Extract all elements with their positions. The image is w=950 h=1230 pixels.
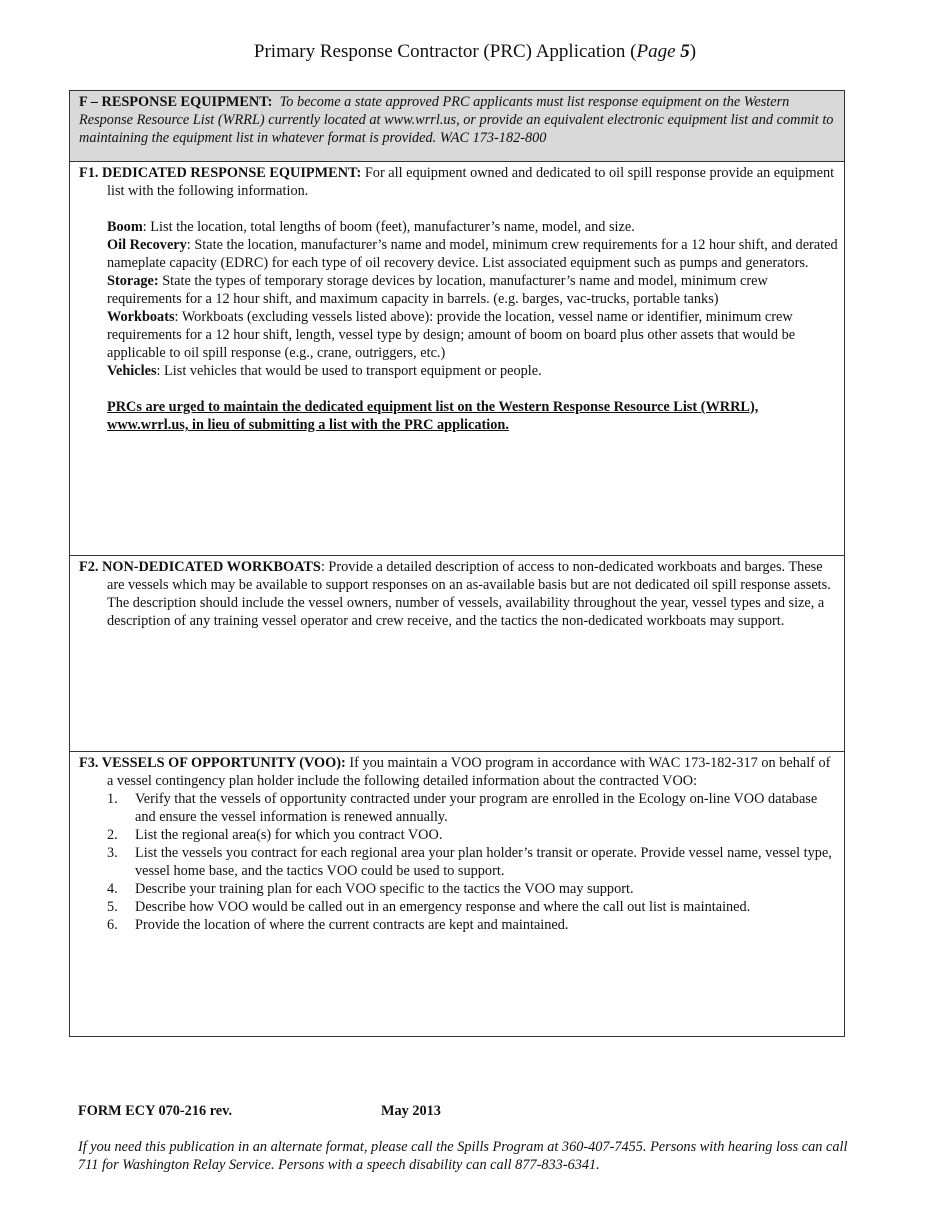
section-f-paragraph xyxy=(79,93,836,147)
f1-item-workboats xyxy=(79,308,838,362)
f1-item-label: Workboats xyxy=(107,309,175,325)
f1-item-label: Boom xyxy=(107,219,143,235)
accessibility-notice: If you need this publication in an alternate format, please call the Spills Program at 360-407-7455. Persons with hearing loss can call 711 for Washington Relay Service. Persons with a speech disability can call 877-833-6341. xyxy=(78,1139,848,1173)
f1-item-oil-recovery xyxy=(79,236,838,272)
list-item xyxy=(79,790,838,826)
list-item-text: Provide the location of where the current contracts are kept and maintained. xyxy=(135,917,569,933)
page-title-page-word: Page xyxy=(636,41,676,62)
f3-intro xyxy=(79,754,838,790)
f1-item-storage xyxy=(79,272,838,308)
f1-item-text: : State the location, manufacturer’s name and model, minimum crew requirements for a 12 hour shift, and derated nameplate capacity (EDRC) for each type of oil recovery device. List associated equipment such as pumps and generators. xyxy=(107,237,838,271)
form-number: FORM ECY 070-216 rev. xyxy=(78,1103,233,1119)
f3-intro-text: If you maintain a VOO program in accordance with WAC 173-182-317 on behalf of a vessel contingency plan holder include the following detailed information about the contracted VOO: xyxy=(107,755,831,789)
f1-item-label: Storage: xyxy=(107,273,159,289)
page-title xyxy=(0,40,950,64)
list-item-number: 5. xyxy=(107,899,118,915)
list-item-number: 3. xyxy=(107,845,118,861)
section-vessels-of-opportunity[interactable] xyxy=(70,752,844,1036)
list-item-number: 4. xyxy=(107,881,118,897)
section-non-dedicated-workboats[interactable] xyxy=(70,556,844,752)
list-item xyxy=(79,916,838,934)
list-item xyxy=(79,898,838,916)
f2-text: : Provide a detailed description of access to non-dedicated workboats and barges. These are vessels which may be available to support responses on an as-available basis but are not dedicated oil spill response assets. The description should include the vessel owners, number of vessels, availability throughout the year, vessel types and size, a description of any training vessel operator and crew receive, and the tactics the non-dedicated workboats may support. xyxy=(107,559,831,629)
f1-wrrl-notice: PRCs are urged to maintain the dedicated equipment list on the Western Response Resource List (WRRL), www.wrrl.us, in lieu of submitting a list with the PRC application. xyxy=(107,399,759,433)
application-form xyxy=(69,90,845,1037)
list-item-number: 2. xyxy=(107,827,118,843)
f1-item-vehicles xyxy=(79,362,838,380)
f1-heading: F1. DEDICATED RESPONSE EQUIPMENT: xyxy=(79,165,362,181)
f1-item-text: : Workboats (excluding vessels listed above): provide the location, vessel name or identifier, minimum crew requirements for a 12 hour shift, length, vessel type by design; amount of boom on board plus other assets that would be applicable to oil spill response (e.g., crane, outriggers, etc.) xyxy=(107,309,796,361)
list-item-text: Verify that the vessels of opportunity contracted under your program are enrolled in the Ecology on-line VOO database and ensure the vessel information is renewed annually. xyxy=(135,791,818,825)
list-item-text: Describe your training plan for each VOO specific to the tactics the VOO may support. xyxy=(135,881,634,897)
f3-heading: F3. VESSELS OF OPPORTUNITY (VOO): xyxy=(79,755,346,771)
section-f-text: To become a state approved PRC applicants must list response equipment on the Western Response Resource List (WRRL) currently located at www.wrrl.us, or provide an equivalent electronic equipment list and commit to maintaining the equipment list in whatever format is provided. WAC 173-182-800 xyxy=(79,94,834,146)
list-item-text: Describe how VOO would be called out in an emergency response and where the call out list is maintained. xyxy=(135,899,751,915)
section-f-heading: F – RESPONSE EQUIPMENT: xyxy=(79,94,273,110)
list-item-text: List the vessels you contract for each regional area your plan holder’s transit or operate. Provide vessel name, vessel type, vessel home base, and the tactics VOO could be used to support. xyxy=(135,845,832,879)
f1-item-label: Vehicles xyxy=(107,363,157,379)
f1-item-boom xyxy=(79,218,838,236)
page-title-close: ) xyxy=(689,41,697,62)
f1-intro-text: For all equipment owned and dedicated to oil spill response provide an equipment list with the following information. xyxy=(107,165,835,199)
list-item-number: 1. xyxy=(107,791,118,807)
f1-intro xyxy=(79,164,838,200)
page-number: 5 xyxy=(680,41,690,62)
f3-requirements-list xyxy=(79,790,838,934)
section-response-equipment xyxy=(70,91,844,162)
list-item xyxy=(79,880,838,898)
f2-heading: F2. NON-DEDICATED WORKBOATS xyxy=(79,559,321,575)
f1-item-text: : List the location, total lengths of boom (feet), manufacturer’s name, model, and size. xyxy=(142,219,635,235)
section-dedicated-equipment[interactable] xyxy=(70,162,844,556)
f1-item-text: State the types of temporary storage devices by location, manufacturer’s name and model, minimum crew requirements for a 12 hour shift, and maximum capacity in barrels. (e.g. barges, vac-trucks, portable tanks) xyxy=(107,273,768,307)
list-item xyxy=(79,826,838,844)
f1-item-label: Oil Recovery xyxy=(107,237,187,253)
list-item xyxy=(79,844,838,880)
f1-item-text: : List vehicles that would be used to transport equipment or people. xyxy=(156,363,542,379)
form-revision-date: May 2013 xyxy=(381,1103,441,1119)
page-title-main: Primary Response Contractor (PRC) Application ( xyxy=(253,41,637,62)
list-item-number: 6. xyxy=(107,917,118,933)
list-item-text: List the regional area(s) for which you contract VOO. xyxy=(135,827,443,843)
f2-paragraph xyxy=(79,558,838,630)
